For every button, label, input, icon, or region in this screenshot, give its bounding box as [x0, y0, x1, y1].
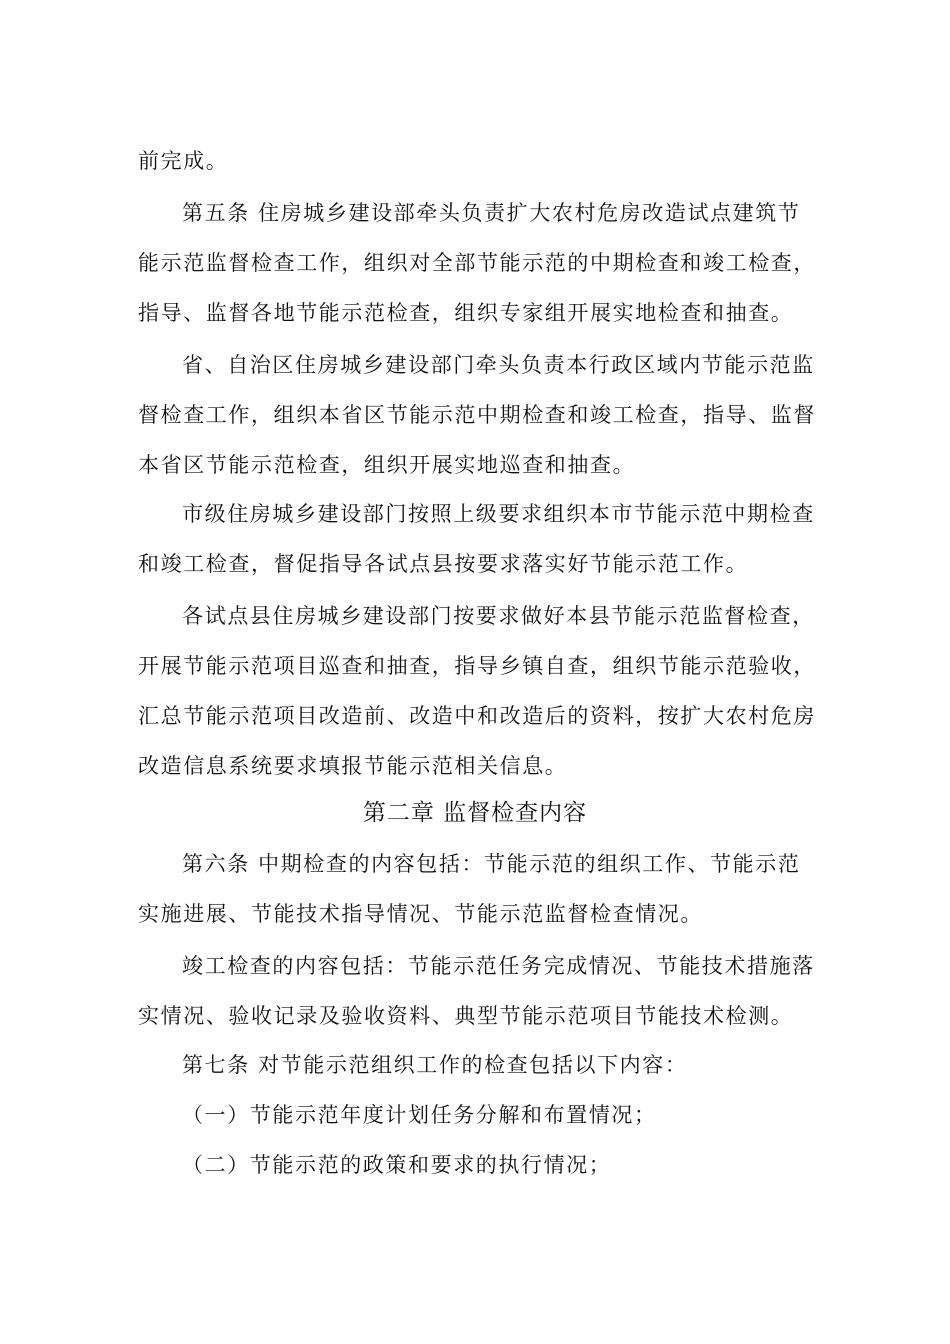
article-5-line-3: 指导、监督各地节能示范检查，组织专家组开展实地检查和抽查。: [138, 301, 794, 325]
article-5-line-2: 能示范监督检查工作，组织对全部节能示范的中期检查和竣工检查，: [138, 251, 816, 275]
city-paragraph-line-1: 市级住房城乡建设部门按照上级要求组织本市节能示范中期检查: [182, 502, 815, 526]
list-item-2: （二）节能示范的政策和要求的执行情况；: [182, 1153, 612, 1177]
provincial-paragraph-line-2: 督检查工作，组织本省区节能示范中期检查和竣工检查，指导、监督: [138, 403, 816, 427]
completion-check-line-2: 实情况、验收记录及验收资料、典型节能示范项目节能技术检测。: [138, 1004, 794, 1028]
provincial-paragraph-line-1: 省、自治区住房城乡建设部门牵头负责本行政区域内节能示范监: [182, 353, 815, 377]
list-item-1: （一）节能示范年度计划任务分解和布置情况；: [182, 1103, 657, 1127]
provincial-paragraph-line-3: 本省区节能示范检查，组织开展实地巡查和抽查。: [138, 453, 636, 477]
article-7-line-1: 第七条 对节能示范组织工作的检查包括以下内容：: [182, 1053, 688, 1077]
article-6-line-2: 实施进展、节能技术指导情况、节能示范监督检查情况。: [138, 902, 703, 926]
city-paragraph-line-2: 和竣工检查，督促指导各试点县按要求落实好节能示范工作。: [138, 552, 749, 576]
completion-check-line-1: 竣工检查的内容包括：节能示范任务完成情况、节能技术措施落: [182, 954, 815, 978]
county-paragraph-line-1: 各试点县住房城乡建设部门按要求做好本县节能示范监督检查，: [182, 604, 815, 628]
county-paragraph-line-2: 开展节能示范项目巡查和抽查，指导乡镇自查，组织节能示范验收，: [138, 654, 816, 678]
article-5-line-1: 第五条 住房城乡建设部牵头负责扩大农村危房改造试点建筑节: [182, 201, 801, 225]
county-paragraph-line-4: 改造信息系统要求填报节能示范相关信息。: [138, 754, 568, 778]
article-6-line-1: 第六条 中期检查的内容包括：节能示范的组织工作、节能示范: [182, 852, 801, 876]
chapter-heading: 第二章 监督检查内容: [362, 800, 588, 826]
county-paragraph-line-3: 汇总节能示范项目改造前、改造中和改造后的资料，按扩大农村危房: [138, 704, 816, 728]
text-line-1: 前完成。: [138, 149, 229, 173]
